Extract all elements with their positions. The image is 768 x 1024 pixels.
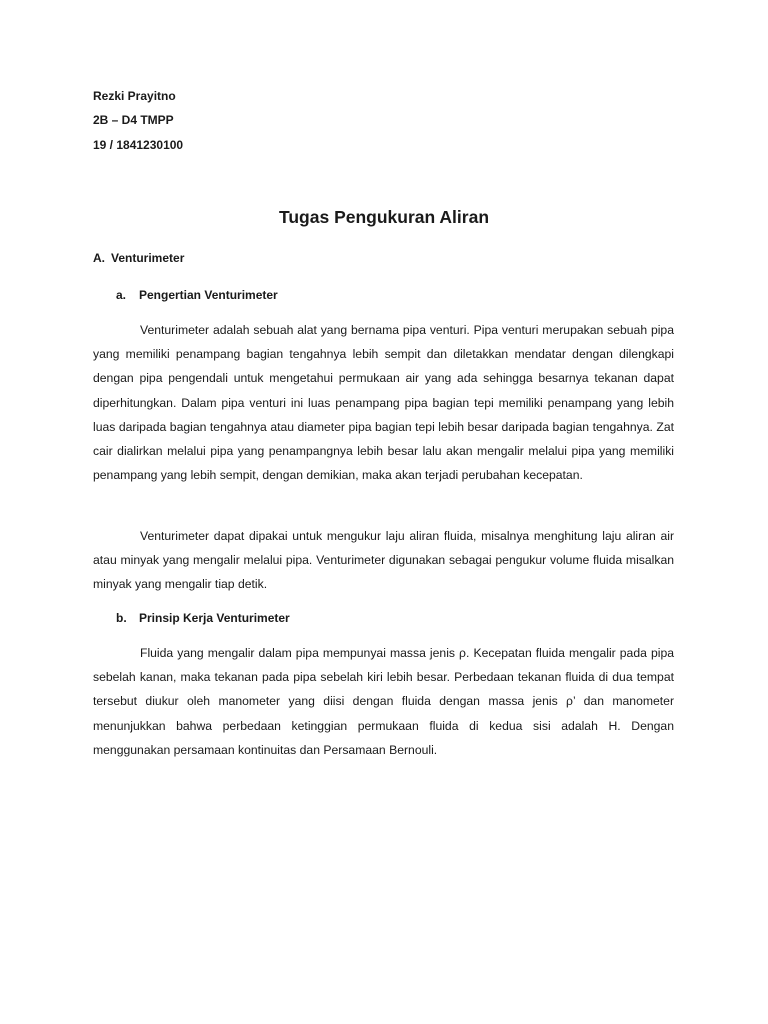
subsection-b-title: Prinsip Kerja Venturimeter — [139, 611, 290, 625]
paragraph-pengertian-2: Venturimeter dapat dipakai untuk mengukur laju aliran fluida, misalnya menghitung laju aliran air atau minyak yang mengalir melalui pipa. Venturimeter digunakan sebagai pengukur volume fluida misalkan minyak yang mengalir tiap detik. — [93, 529, 674, 592]
subsection-a-heading — [116, 287, 278, 303]
author-name: Rezki Prayitno — [93, 89, 176, 103]
subsection-b-number: b. — [116, 611, 127, 625]
section-title: Venturimeter — [111, 251, 185, 265]
section-heading — [93, 250, 184, 266]
paragraph-prinsip-1: Fluida yang mengalir dalam pipa mempunyai massa jenis ρ. Kecepatan fluida mengalir pada pipa sebelah kanan, maka tekanan pada pipa sebelah kiri lebih besar. Perbedaan tekanan fluida di dua tempat tersebut diukur oleh manometer yang diisi dengan fluida dengan massa jenis ρ’ dan manometer menunjukkan bahwa perbedaan ketinggian permukaan fluida di kedua sisi adalah H. Dengan menggunakan persamaan kontinuitas dan Persamaan Bernouli. — [93, 646, 674, 757]
author-id: 19 / 1841230100 — [93, 138, 184, 152]
section-number: A. — [93, 251, 105, 265]
subsection-a-number: a. — [116, 288, 127, 302]
subsection-a-title: Pengertian Venturimeter — [139, 288, 278, 302]
author-class: 2B – D4 TMPP — [93, 113, 174, 127]
document-title: Tugas Pengukuran Aliran — [278, 207, 490, 227]
subsection-b-heading — [116, 610, 290, 626]
paragraph-pengertian-1: Venturimeter adalah sebuah alat yang bernama pipa venturi. Pipa venturi merupakan sebuah pipa yang memiliki penampang bagian tengahnya lebih sempit dan diletakkan mendatar dengan dilengkapi dengan pipa pengendali untuk mengetahui permukaan air yang ada sehingga besarnya tekanan dapat diperhitungkan. Dalam pipa venturi ini luas penampang pipa bagian tepi memiliki penampang yang lebih luas daripada bagian tengahnya atau diameter pipa bagian tepi lebih besar daripada bagian tengahnya. Zat cair dialirkan melalui pipa yang penampangnya lebih besar lalu akan mengalir melalui pipa yang memiliki penampang yang lebih sempit, dengan demikian, maka akan terjadi perubahan kecepatan. — [93, 323, 674, 483]
